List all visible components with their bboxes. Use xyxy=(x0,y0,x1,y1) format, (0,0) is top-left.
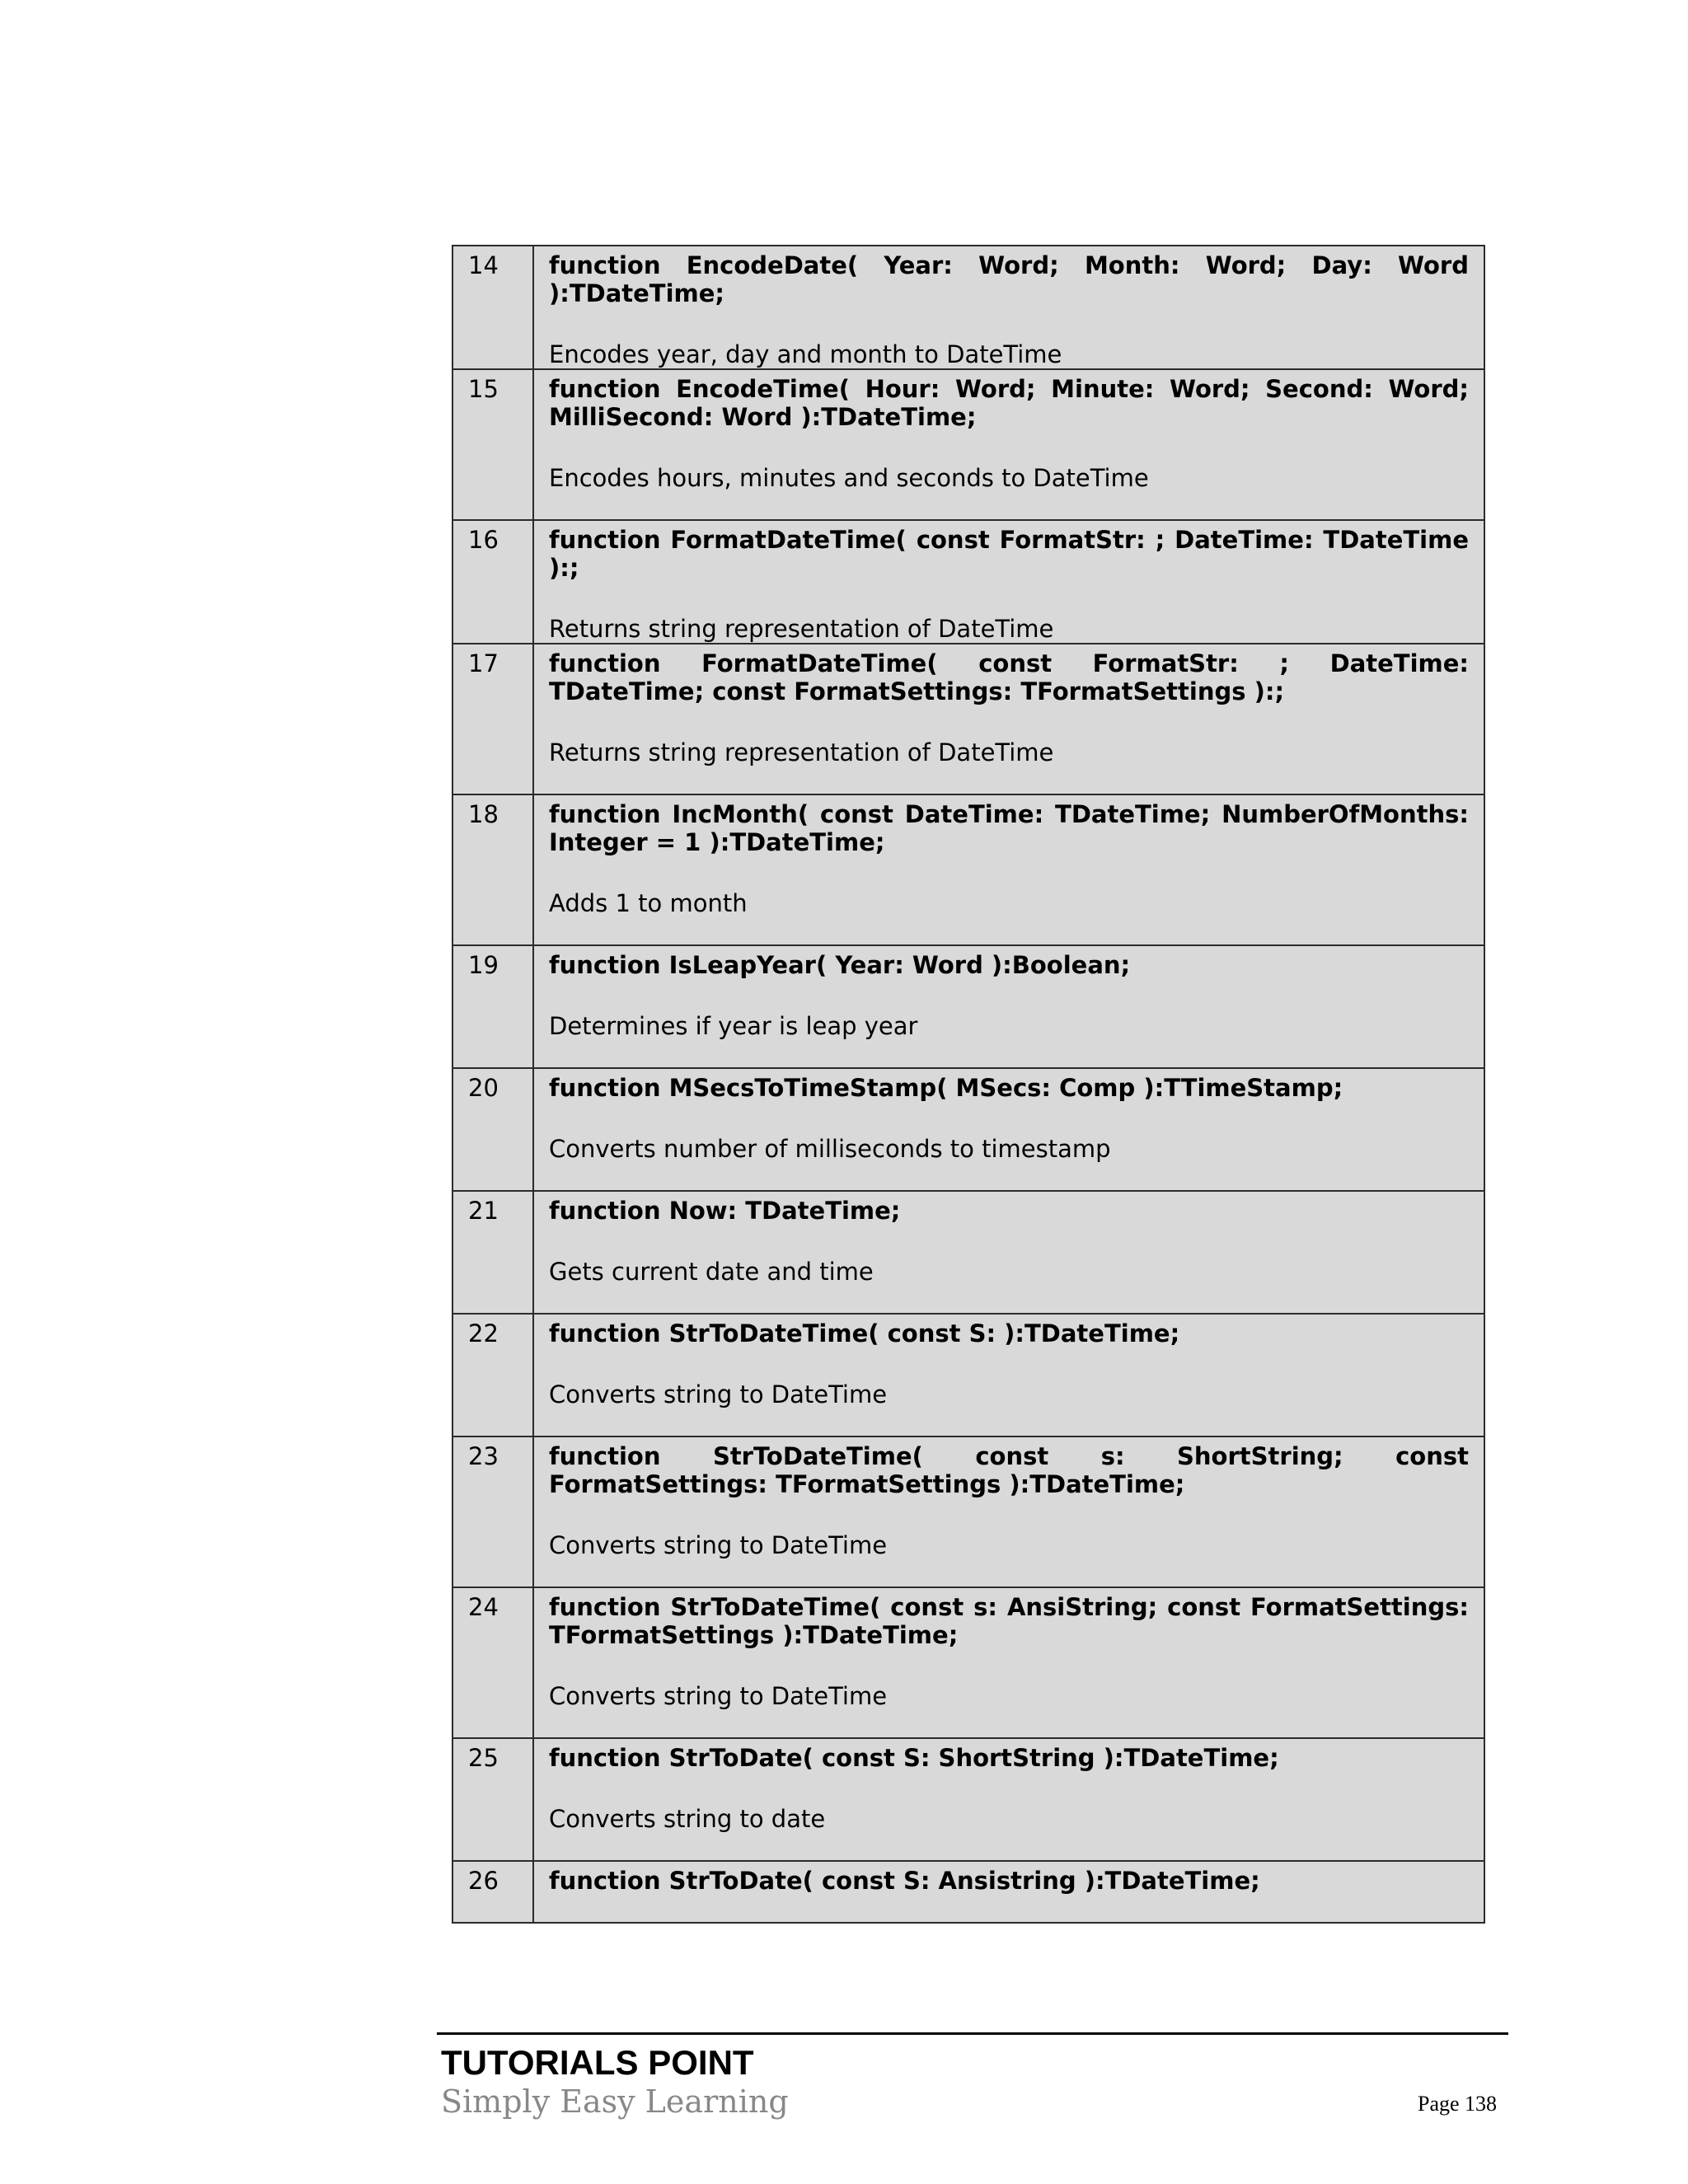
table-row xyxy=(452,246,1484,369)
row-content xyxy=(533,1587,1484,1738)
row-number: 15 xyxy=(452,369,533,520)
function-description: Converts string to date xyxy=(549,1805,826,1833)
function-description: Gets current date and time xyxy=(549,1258,874,1286)
row-number: 22 xyxy=(452,1314,533,1436)
row-number: 26 xyxy=(452,1861,533,1923)
function-description: Converts string to DateTime xyxy=(549,1380,888,1408)
row-content xyxy=(533,945,1484,1068)
function-signature: function StrToDate( const S: ShortString ):TDateTime; xyxy=(549,1744,1279,1772)
function-signature: function StrToDateTime( const S: ):TDateTime; xyxy=(549,1319,1180,1347)
table-row xyxy=(452,1587,1484,1738)
row-content xyxy=(533,644,1484,794)
row-number: 24 xyxy=(452,1587,533,1738)
function-signature: function MSecsToTimeStamp( MSecs: Comp ):TTimeStamp; xyxy=(549,1074,1343,1102)
table-row xyxy=(452,1436,1484,1587)
function-table xyxy=(452,245,1485,1924)
row-number: 25 xyxy=(452,1738,533,1861)
function-description: Converts string to DateTime xyxy=(549,1531,888,1559)
function-description: Adds 1 to month xyxy=(549,889,748,917)
function-signature: function IsLeapYear( Year: Word ):Boolean; xyxy=(549,951,1131,979)
row-content xyxy=(533,1861,1484,1923)
function-signature: function StrToDateTime( const s: ShortString; const FormatSettings: TFormatSettings ):TDateTime; xyxy=(549,1442,1469,1498)
function-signature: function FormatDateTime( const FormatStr: ; DateTime: TDateTime; const FormatSettings: TFormatSettings ):; xyxy=(549,649,1469,705)
row-content xyxy=(533,369,1484,520)
row-number: 19 xyxy=(452,945,533,1068)
row-number: 17 xyxy=(452,644,533,794)
row-number: 16 xyxy=(452,520,533,644)
footer-divider xyxy=(437,2032,1508,2035)
table-row xyxy=(452,369,1484,520)
row-content xyxy=(533,1314,1484,1436)
function-signature: function StrToDateTime( const s: AnsiString; const FormatSettings: TFormatSettings ):TDateTime; xyxy=(549,1593,1469,1649)
row-content xyxy=(533,1436,1484,1587)
table-row xyxy=(452,1861,1484,1923)
table-row xyxy=(452,1738,1484,1861)
row-content xyxy=(533,1068,1484,1191)
row-number: 18 xyxy=(452,794,533,945)
row-content xyxy=(533,1191,1484,1314)
function-description: Returns string representation of DateTime xyxy=(549,615,1054,643)
row-number: 20 xyxy=(452,1068,533,1191)
row-content xyxy=(533,246,1484,369)
function-description: Determines if year is leap year xyxy=(549,1012,918,1040)
row-number: 21 xyxy=(452,1191,533,1314)
function-description: Converts number of milliseconds to timestamp xyxy=(549,1135,1111,1163)
function-signature: function StrToDate( const S: Ansistring ):TDateTime; xyxy=(549,1867,1260,1895)
table-row xyxy=(452,520,1484,644)
function-description: Returns string representation of DateTime xyxy=(549,738,1054,766)
table-row xyxy=(452,1314,1484,1436)
function-signature: function EncodeTime( Hour: Word; Minute: Word; Second: Word; MilliSecond: Word ):TDateTime; xyxy=(549,375,1469,431)
footer-tagline: Simply Easy Learning xyxy=(441,2083,789,2120)
table-row xyxy=(452,1068,1484,1191)
function-signature: function EncodeDate( Year: Word; Month: Word; Day: Word ):TDateTime; xyxy=(549,251,1469,307)
table-row xyxy=(452,644,1484,794)
row-number: 23 xyxy=(452,1436,533,1587)
function-signature: function IncMonth( const DateTime: TDateTime; NumberOfMonths: Integer = 1 ):TDateTime; xyxy=(549,800,1469,856)
row-content xyxy=(533,520,1484,644)
function-description: Encodes hours, minutes and seconds to DateTime xyxy=(549,464,1149,492)
page-number: Page 138 xyxy=(1418,2092,1498,2116)
table-row xyxy=(452,1191,1484,1314)
row-content xyxy=(533,1738,1484,1861)
footer-brand: TUTORIALS POINT xyxy=(441,2043,754,2082)
table-row xyxy=(452,794,1484,945)
row-number: 14 xyxy=(452,246,533,369)
function-signature: function FormatDateTime( const FormatStr: ; DateTime: TDateTime ):; xyxy=(549,526,1469,582)
function-description: Encodes year, day and month to DateTime xyxy=(549,340,1062,368)
table-row xyxy=(452,945,1484,1068)
row-content xyxy=(533,794,1484,945)
function-signature: function Now: TDateTime; xyxy=(549,1197,901,1225)
function-description: Converts string to DateTime xyxy=(549,1682,888,1710)
